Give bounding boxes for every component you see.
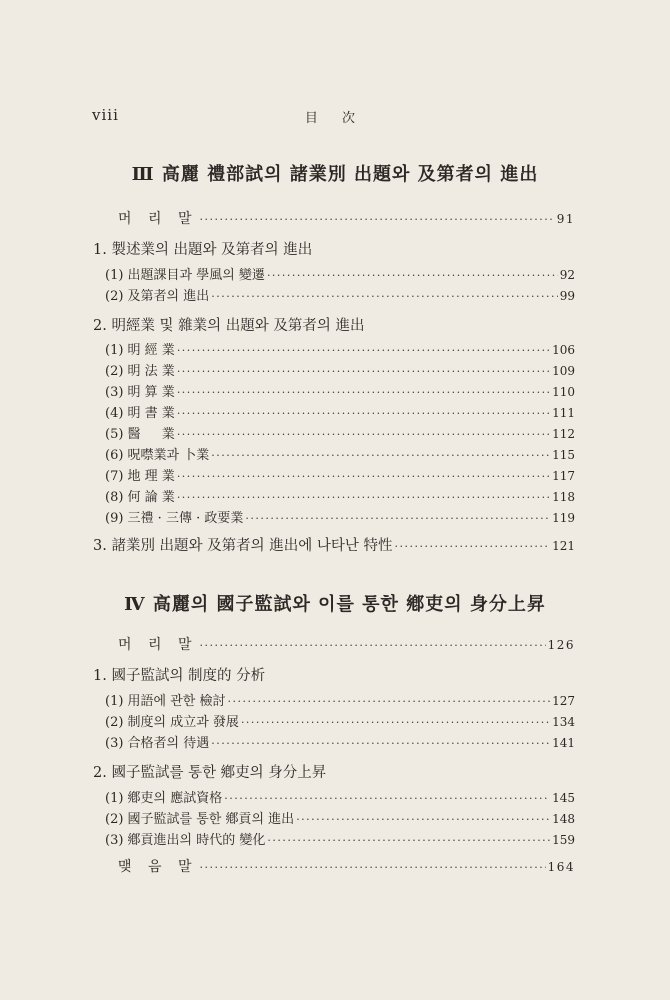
toc-entry-4-2-2[interactable]: [105, 808, 575, 827]
toc-section-label: 2. 明經業 및 雜業의 出題와 及第者의 進出: [93, 318, 365, 334]
leader-dots: [199, 861, 545, 874]
toc-page-number: 106: [552, 343, 575, 357]
toc-page-number: 118: [552, 490, 575, 504]
toc-page-number: 127: [552, 694, 575, 708]
page-number-roman: viii: [92, 106, 119, 124]
leader-dots: [177, 365, 550, 378]
toc-entry-3-1-1[interactable]: [105, 264, 575, 283]
toc-page-number: 109: [552, 364, 575, 378]
leader-dots: [211, 290, 557, 303]
toc-entry-label: (3) 合格者의 待遇: [105, 736, 210, 751]
toc-entry-label: (1) 出題課目과 學風의 變遷: [105, 268, 265, 283]
toc-page-number: 141: [552, 736, 575, 750]
toc-page-number: 145: [552, 791, 575, 805]
toc-page-number: 99: [559, 289, 575, 303]
leader-dots: [177, 344, 550, 357]
toc-entry-label: 맺 음 말: [118, 859, 198, 875]
toc-page-number: 92: [559, 268, 575, 282]
leader-dots: [241, 716, 550, 729]
toc-entry-label: (2) 制度의 成立과 發展: [105, 715, 239, 730]
part-3-title: Ⅲ 高麗 禮部試의 諸業別 出題와 及第者의 進出: [131, 164, 539, 185]
toc-section-label: 1. 製述業의 出題와 及第者의 進出: [93, 242, 313, 258]
toc-entry-3-2-7[interactable]: [105, 465, 575, 484]
toc-entry-3-2-9[interactable]: [105, 507, 575, 526]
leader-dots: [228, 695, 551, 708]
toc-section-4-2[interactable]: [93, 761, 326, 782]
toc-section-3-1[interactable]: [93, 238, 312, 259]
part-4-title: Ⅳ 高麗의 國子監試와 이를 통한 鄕吏의 身分上昇: [124, 594, 546, 615]
leader-dots: [211, 449, 550, 462]
toc-section-3-3[interactable]: [93, 534, 575, 555]
toc-entry-3-2-5[interactable]: [105, 423, 575, 442]
leader-dots: [224, 792, 550, 805]
toc-entry-3-2-8[interactable]: [105, 486, 575, 505]
toc-entry-3-2-6[interactable]: [105, 444, 575, 463]
toc-section-4-1[interactable]: [93, 664, 265, 685]
toc-entry-label: (1) 明 經 業: [105, 343, 175, 358]
leader-dots: [177, 491, 550, 504]
leader-dots: [267, 834, 550, 847]
toc-entry-label: (7) 地 理 業: [105, 469, 175, 484]
toc-section-3-2[interactable]: [93, 314, 365, 335]
toc-section-label: 2. 國子監試를 통한 鄕吏의 身分上昇: [93, 765, 327, 781]
running-title: 目 次: [304, 111, 366, 126]
toc-entry-label: (8) 何 論 業: [105, 490, 175, 505]
toc-entry-label: (3) 明 算 業: [105, 385, 175, 400]
leader-dots: [296, 813, 550, 826]
toc-entry-4-1-3[interactable]: [105, 732, 575, 751]
toc-entry-4-1-2[interactable]: [105, 711, 575, 730]
leader-dots: [177, 386, 550, 399]
leader-dots: [267, 269, 558, 282]
toc-page-number: 126: [547, 638, 575, 652]
leader-dots: [177, 470, 550, 483]
toc-entry-4-2-1[interactable]: [105, 787, 575, 806]
toc-entry-label: (1) 用語에 관한 檢討: [105, 694, 226, 709]
toc-page-number: 117: [552, 469, 575, 483]
leader-dots: [395, 540, 551, 553]
toc-entry-label: (2) 及第者의 進出: [105, 289, 210, 304]
toc-section-label: 3. 諸業別 出題와 及第者의 進出에 나타난 特性: [93, 538, 393, 554]
leader-dots: [199, 213, 554, 226]
toc-entry-intro-4[interactable]: [118, 634, 575, 654]
toc-entry-label: (9) 三禮 · 三傳 · 政要業: [105, 511, 244, 526]
leader-dots: [177, 407, 550, 420]
toc-section-label: 1. 國子監試의 制度的 分析: [93, 668, 266, 684]
toc-entry-3-1-2[interactable]: [105, 285, 575, 304]
toc-page-number: 91: [556, 212, 575, 226]
toc-entry-label: (2) 明 法 業: [105, 364, 175, 379]
toc-page-number: 159: [552, 833, 575, 847]
leader-dots: [177, 428, 550, 441]
toc-entry-intro-3[interactable]: [118, 208, 575, 228]
toc-entry-label: (6) 呪噤業과 卜業: [105, 448, 210, 463]
toc-page-number: 115: [552, 448, 575, 462]
leader-dots: [211, 737, 550, 750]
toc-page-number: 111: [552, 406, 575, 420]
toc-page-number: 112: [552, 427, 575, 441]
toc-page-number: 121: [552, 539, 575, 553]
toc-page-number: 134: [552, 715, 575, 729]
toc-entry-3-2-3[interactable]: [105, 381, 575, 400]
toc-entry-label: 머 리 말: [118, 211, 198, 227]
toc-entry-label: (5) 醫 業: [105, 427, 175, 442]
toc-entry-3-2-2[interactable]: [105, 360, 575, 379]
toc-entry-4-2-3[interactable]: [105, 829, 575, 848]
toc-entry-label: (3) 鄕貢進出의 時代的 變化: [105, 833, 266, 848]
toc-page-number: 119: [552, 511, 575, 525]
toc-entry-label: 머 리 말: [118, 637, 198, 653]
toc-entry-4-1-1[interactable]: [105, 690, 575, 709]
toc-page-number: 110: [552, 385, 575, 399]
leader-dots: [245, 512, 550, 525]
toc-page-number: 164: [547, 860, 575, 874]
toc-entry-3-2-4[interactable]: [105, 402, 575, 421]
toc-entry-3-2-1[interactable]: [105, 339, 575, 358]
toc-entry-label: (2) 國子監試를 통한 鄕貢의 進出: [105, 812, 295, 827]
toc-page-number: 148: [552, 812, 575, 826]
toc-entry-outro-4[interactable]: [118, 856, 575, 876]
toc-entry-label: (1) 鄕吏의 應試資格: [105, 791, 223, 806]
toc-entry-label: (4) 明 書 業: [105, 406, 175, 421]
leader-dots: [199, 639, 545, 652]
